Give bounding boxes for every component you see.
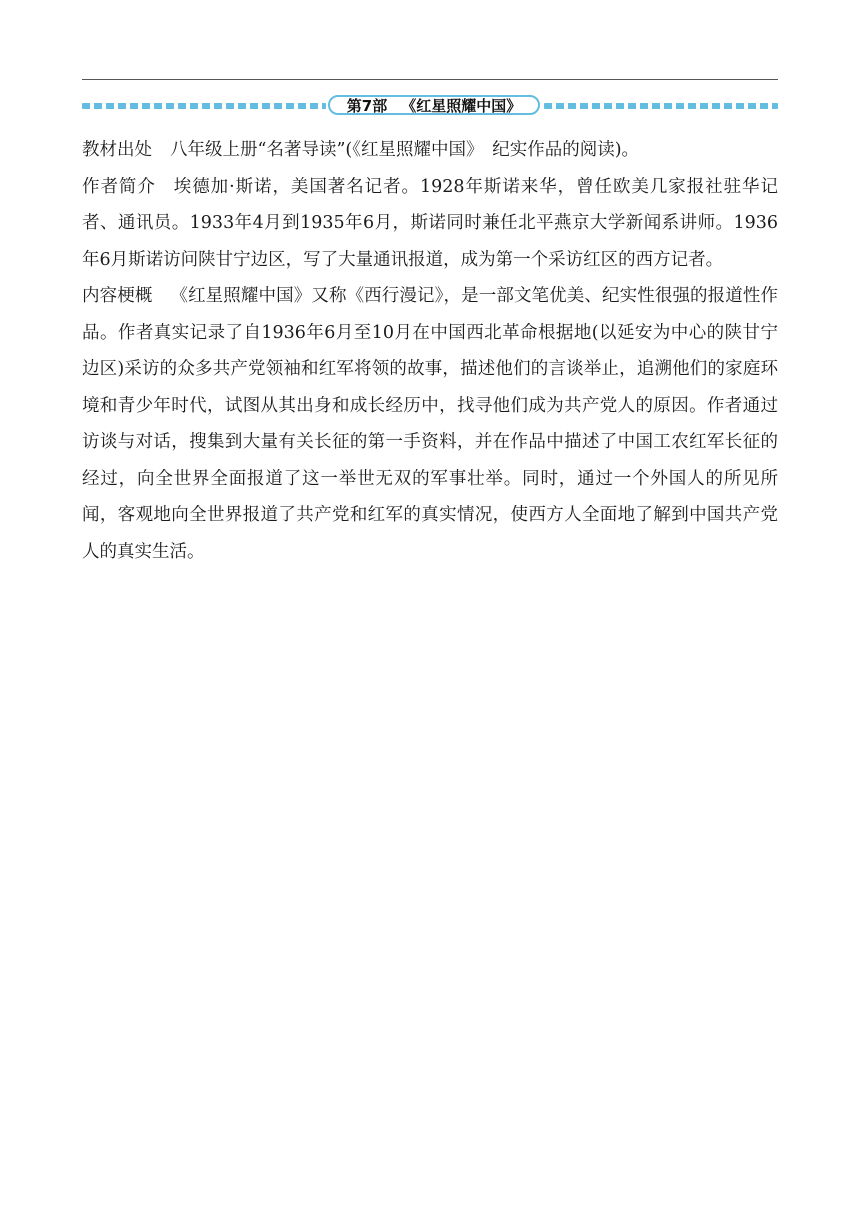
section-part-label: 第7部 — [346, 96, 388, 115]
source-text: 八年级上册“名著导读”(《红星照耀中国》 纪实作品的阅读)。 — [170, 140, 640, 160]
section-header — [82, 95, 778, 117]
source-label: 教材出处 — [82, 140, 152, 160]
section-title-tab — [328, 95, 540, 115]
author-label: 作者简介 — [82, 176, 156, 197]
section-book-title: 《红星照耀中国》 — [401, 96, 522, 115]
header-dashes-left — [82, 103, 326, 109]
summary-text: 《红星照耀中国》又称《西行漫记》，是一部文笔优美、纪实性很强的报道性作品。作者真实记录了自1936年6月至10月在中国西北革命根据地(以延安为中心的陕甘宁边区)采访的众多共产党领袖和红军将领的故事，描述他们的言谈举止，追溯他们的家庭环境和青少年时代，试图从其出身和成长经历中，找寻他们成为共产党人的原因。作者通过访谈与对话，搜集到大量有关长征的第一手资料，并在作品中描述了中国工农红军长征的经过，向全世界全面报道了这一举世无双的军事壮举。同时，通过一个外国人的所见所闻，客观地向全世界报道了共产党和红军的真实情况，使西方人全面地了解到中国共产党人的真实生活。 — [82, 286, 779, 562]
top-rule — [82, 79, 778, 80]
header-dashes-right — [544, 103, 778, 109]
summary-paragraph — [82, 278, 778, 570]
source-paragraph — [82, 132, 778, 169]
author-text: 埃德加·斯诺，美国著名记者。1928年斯诺来华，曾任欧美几家报社驻华记者、通讯员。1933年4月到1935年6月，斯诺同时兼任北平燕京大学新闻系讲师。1936年6月斯诺访问陕甘宁边区，写了大量通讯报道，成为第一个采访红区的西方记者。 — [82, 176, 778, 270]
author-paragraph — [82, 169, 778, 279]
summary-label: 内容梗概 — [82, 286, 153, 306]
document-body — [82, 132, 778, 570]
